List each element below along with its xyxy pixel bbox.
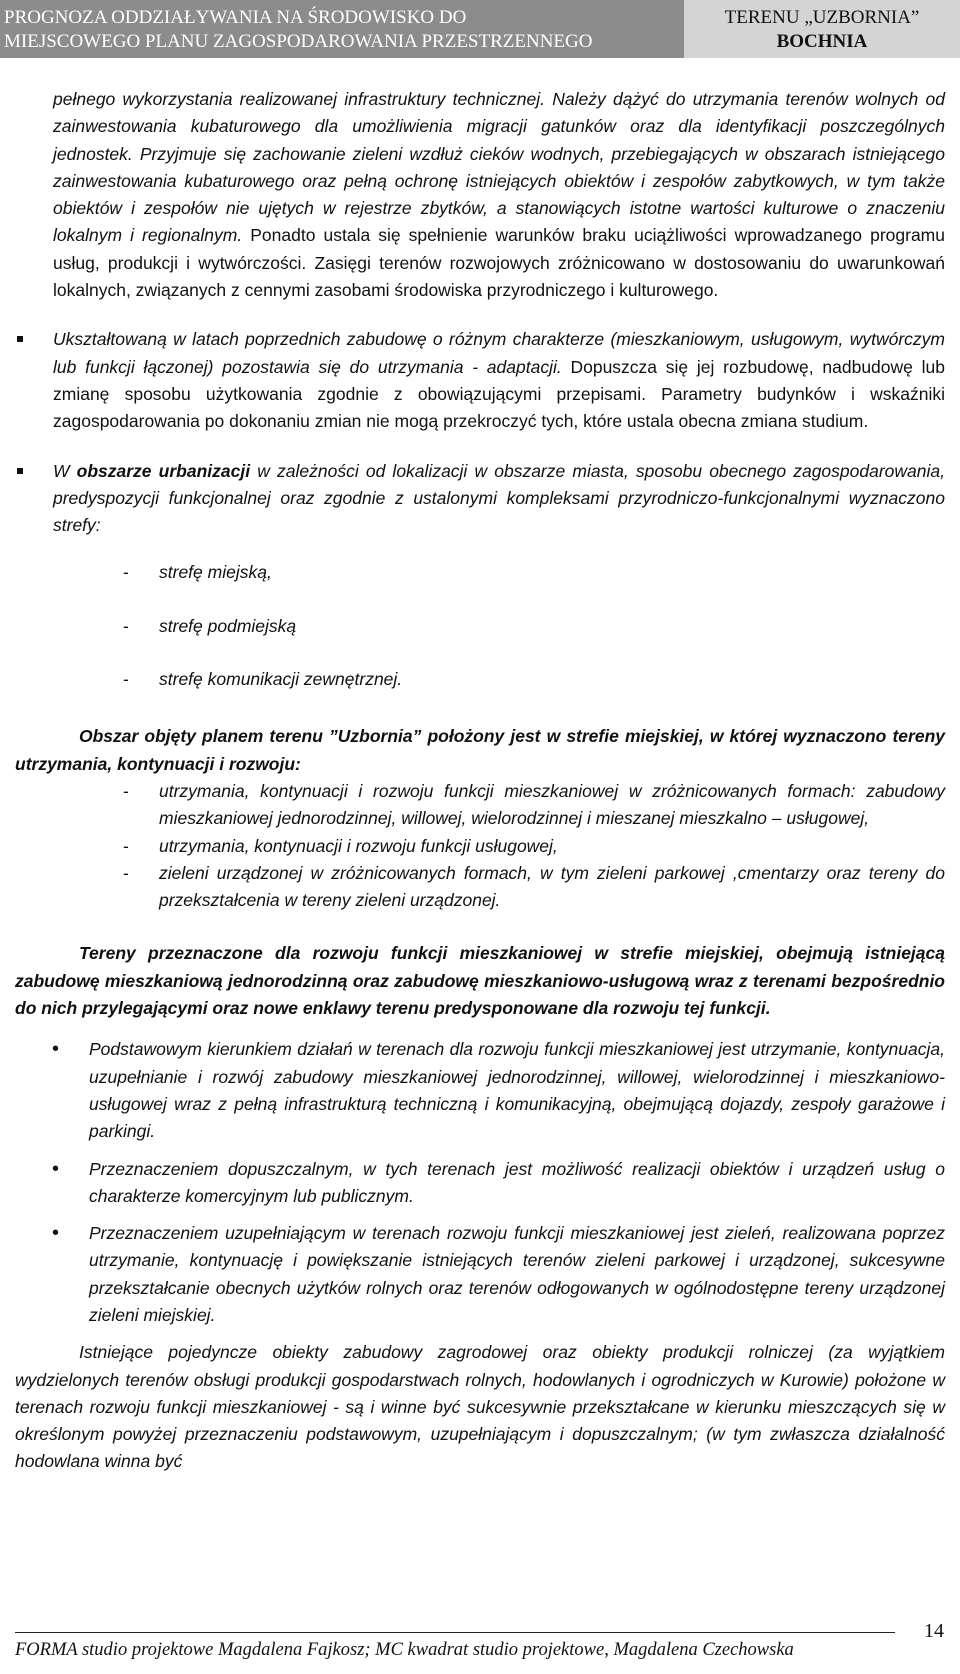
bullet-icon: • (52, 1157, 60, 1180)
square-bullet-icon (17, 468, 23, 474)
header-title-line-1: PROGNOZA ODDZIAŁYWANIA NA ŚRODOWISKO DO (4, 7, 467, 28)
square-bullet-item (15, 326, 945, 435)
header-location-line-1: TERENU „UZBORNIA” (724, 7, 920, 28)
bullet-text: Podstawowym kierunkiem działań w terenach dla rozwoju funkcji mieszkaniowej jest utrzymanie, kontynuacja, uzupełnianie i rozwój zabudowy mieszkaniowej jednorodzinnej, willowej, wielorodzinnej i mieszkaniowo-usługowej wraz z pełną infrastrukturą techniczną i komunikacyjną, obejmującą dojazdy, zespoły garażowe i parkingi. (89, 1039, 945, 1142)
obszar-list-item (15, 778, 945, 833)
item-regular-part: Dopuszcza się jej rozbudowę, nadbudowę lub zmianę sposobu użytkowania zgodnie z obowiązującymi przepisami. Parametry budynków i wskaźniki zagospodarowania po dokonaniu zmian nie mogą przekroczyć tych, które ustala obecna zmiana studium. (53, 356, 945, 432)
zone-label: strefę komunikacji zewnętrznej. (159, 669, 403, 690)
page-content (15, 86, 945, 1476)
dash-icon: - (123, 835, 129, 856)
zone-label: strefę miejską, (159, 562, 272, 583)
obszar-item-text: zieleni urządzonej w zróżnicowanych formach, w tym zieleni parkowej ,cmentarzy oraz tereny do przekształcenia w tereny zieleni urządzonej. (159, 862, 945, 911)
item-lead: W (53, 460, 77, 481)
item-italic-part: Ukształtowaną w latach poprzednich zabudowę o różnym charakterze (mieszkaniowym, usługowym, wytwórczym lub funkcji łączonej) pozostawia się do utrzymania - adaptacji. (53, 329, 945, 377)
zone-label: strefę podmiejską (159, 615, 297, 636)
final-paragraph: Istniejące pojedyncze obiekty zabudowy zagrodowej oraz obiekty produkcji rolniczej (za wyjątkiem wydzielonych terenów obsługi produkcji gospodarstwach rolnych, hodowlanych i ogrodniczych w Kurowie) położone w terenach rozwoju funkcji mieszkaniowej - są i winne być sukcesywnie przekształcane w kierunku mieszczących się w określonym powyżej przeznaczeniu podstawowym, uzupełniającym i dopuszczalnym; (w tym zwłaszcza działalność hodowlana winna być (15, 1342, 945, 1472)
header-title-line-2: MIEJSCOWEGO PLANU ZAGOSPODAROWANIA PRZESTRZENNEGO (4, 31, 593, 52)
obszar-list-item (15, 860, 945, 915)
bullet-text: Przeznaczeniem uzupełniającym w terenach rozwoju funkcji mieszkaniowej jest zieleń, realizowana poprzez utrzymanie, kontynuację i powiększanie istniejących terenów zieleni parkowej i urządzonej, sukcesywne przekształcanie obecnych użytków rolnych oraz terenów odłogowanych w ogólnodostępne tereny urządzonej zieleni miejskiej. (89, 1223, 945, 1325)
section-heading-obszar: Obszar objęty planem terenu ”Uzbornia” położony jest w strefie miejskiej, w której wyznaczono tereny utrzymania, kontynuacji i rozwoju: (15, 726, 945, 774)
footer-divider (15, 1632, 895, 1633)
square-bullet-item (15, 458, 945, 540)
bullet-item (15, 1220, 945, 1329)
bullet-text: Przeznaczeniem dopuszczalnym, w tych terenach jest możliwość realizacji obiektów i urządzeń usług o charakterze komercyjnym lub publicznym. (89, 1158, 945, 1206)
zone-item (15, 666, 945, 693)
dash-icon: - (123, 669, 129, 690)
page-footer: FORMA studio projektowe Magdalena Fajkosz; MC kwadrat studio projektowe, Magdalena Czechowska (15, 1640, 794, 1660)
bullet-item (15, 1156, 945, 1211)
header-document-title (0, 0, 684, 58)
zone-item (15, 559, 945, 586)
item-rest: w zależności od lokalizacji w obszarze miasta, sposobu obecnego zagospodarowania, predyspozycji funkcjonalnej oraz zgodnie z ustalonymi kompleksami przyrodniczo-funkcjonalnymi wyznaczono strefy: (53, 460, 945, 536)
section-heading-tereny: Tereny przeznaczone dla rozwoju funkcji mieszkaniowej w strefie miejskiej, obejmują istniejącą zabudowę mieszkaniową jednorodzinną oraz zabudowę mieszkaniowo-usługową wraz z terenami bezpośrednio do nich przylegającymi oraz nowe enklawy terenu predysponowane dla rozwoju tej funkcji. (15, 943, 945, 1019)
header-location (684, 0, 960, 58)
square-bullet-icon (17, 336, 23, 342)
bullet-item (15, 1036, 945, 1145)
bullet-icon: • (52, 1222, 60, 1245)
header-location-line-2: BOCHNIA (776, 31, 868, 52)
zone-item (15, 613, 945, 640)
paragraph-italic-part: pełnego wykorzystania realizowanej infrastruktury technicznej. Należy dążyć do utrzymania terenów wolnych od zainwestowania kubaturowego dla umożliwienia migracji gatunków oraz dla identyfikacji poszczególnych jednostek. Przyjmuje się zachowanie zieleni wzdłuż cieków wodnych, przebiegających w obszarach istniejącego zainwestowania kubaturowego oraz pełną ochronę istniejących obiektów i zespołów zabytkowych, w tym także obiektów i zespołów nie ujętych w rejestrze zbytków, a stanowiących istotne wartości kulturowe o znaczeniu lokalnym i regionalnym. (53, 89, 945, 246)
obszar-item-text: utrzymania, kontynuacji i rozwoju funkcji usługowej, (159, 835, 558, 856)
item-emphasis: obszarze urbanizacji (76, 460, 251, 481)
dash-icon: - (123, 780, 129, 801)
obszar-item-text: utrzymania, kontynuacji i rozwoju funkcji mieszkaniowej w zróżnicowanych formach: zabudowy mieszkaniowej jednorodzinnej, willowej, wielorodzinnej i mieszanej mieszkalno – usługowej, (159, 780, 945, 829)
paragraph-regular-part: Ponadto ustala się spełnienie warunków braku uciążliwości wprowadzanego programu usług, produkcji i wytwórczości. Zasięgi terenów rozwojowych zróżnicowano w dostosowaniu do uwarunkowań lokalnych, związanych z cennymi zasobami środowiska przyrodniczego i kulturowego. (53, 225, 945, 301)
page-number: 14 (924, 1620, 944, 1642)
dash-icon: - (123, 615, 129, 636)
dash-icon: - (123, 862, 129, 883)
paragraph-continuation (15, 86, 945, 304)
obszar-list-item (15, 833, 945, 860)
page-header (0, 0, 960, 58)
dash-icon: - (123, 562, 129, 583)
bullet-icon: • (52, 1038, 60, 1061)
